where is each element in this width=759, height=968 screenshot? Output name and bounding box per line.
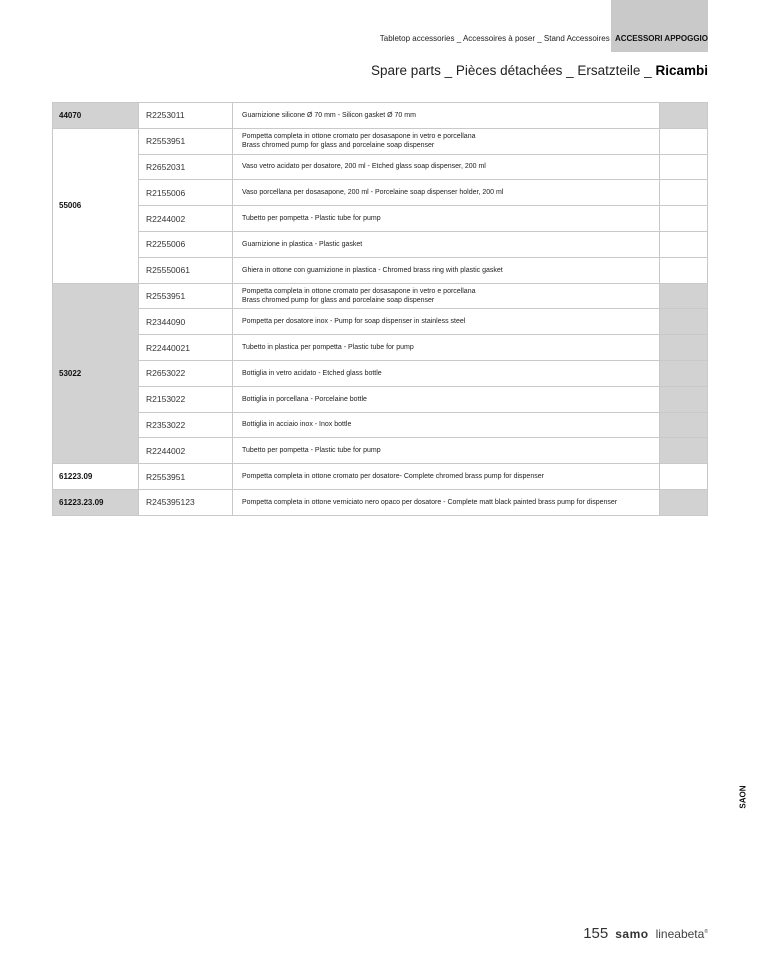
part-reference: R245395123 — [139, 489, 233, 515]
brand-logo: samo — [615, 927, 649, 941]
part-reference: R2253011 — [139, 103, 233, 129]
empty-cell — [660, 103, 708, 129]
spare-parts-table — [52, 102, 708, 516]
empty-cell — [660, 283, 708, 309]
description-line: Pompetta completa in ottone cromato per dosatore- Complete chromed brass pump for dispenser — [242, 473, 544, 481]
part-description — [233, 154, 660, 180]
part-reference: R2553951 — [139, 283, 233, 309]
empty-cell — [660, 360, 708, 386]
part-description — [233, 128, 660, 154]
product-code: 53022 — [53, 283, 139, 464]
part-description — [233, 386, 660, 412]
trademark-mark: ® — [704, 929, 708, 935]
footer — [583, 925, 708, 942]
description-line: Bottiglia in vetro acidato - Etched glass bottle — [242, 369, 382, 377]
part-reference: R22440021 — [139, 335, 233, 361]
table-row — [53, 231, 708, 257]
page-number: 155 — [583, 925, 609, 942]
description-line: Pompetta completa in ottone verniciato nero opaco per dosatore - Complete matt black painted brass pump for dispenser — [242, 498, 618, 506]
table-row — [53, 180, 708, 206]
part-description — [233, 360, 660, 386]
part-reference: R2255006 — [139, 231, 233, 257]
part-reference: R2653022 — [139, 360, 233, 386]
empty-cell — [660, 412, 708, 438]
breadcrumb — [380, 34, 708, 43]
table-row — [53, 309, 708, 335]
table-row — [53, 206, 708, 232]
breadcrumb-text: Tabletop accessories _ Accessoires à poser _ Stand Accessoires — [379, 34, 610, 43]
empty-cell — [660, 386, 708, 412]
product-code: 55006 — [53, 128, 139, 283]
product-code: 44070 — [53, 103, 139, 129]
empty-cell — [660, 335, 708, 361]
description-line: Tubetto in plastica per pompetta - Plastic tube for pump — [242, 344, 414, 352]
table-row — [53, 360, 708, 386]
empty-cell — [660, 257, 708, 283]
empty-cell — [660, 438, 708, 464]
description-line: Pompetta per dosatore inox - Pump for soap dispenser in stainless steel — [242, 318, 466, 326]
part-description — [233, 412, 660, 438]
section-tab — [611, 0, 708, 52]
table-row — [53, 128, 708, 154]
description-line: Brass chromed pump for glass and porcelaine soap dispenser — [242, 296, 435, 304]
table-row — [53, 257, 708, 283]
part-description — [233, 257, 660, 283]
description-line: Guarnizione silicone Ø 70 mm - Silicon gasket Ø 70 mm — [242, 111, 416, 119]
part-reference: R2553951 — [139, 128, 233, 154]
table-row — [53, 438, 708, 464]
description-line: Tubetto per pompetta - Plastic tube for pump — [242, 447, 381, 455]
empty-cell — [660, 154, 708, 180]
part-description — [233, 309, 660, 335]
table-row — [53, 103, 708, 129]
part-reference: R2153022 — [139, 386, 233, 412]
product-code: 61223.09 — [53, 464, 139, 490]
part-reference: R2553951 — [139, 464, 233, 490]
part-reference: R25550061 — [139, 257, 233, 283]
table-row — [53, 386, 708, 412]
description-line: Pompetta completa in ottone cromato per dosasapone in vetro e porcellana — [242, 287, 476, 295]
description-line: Tubetto per pompetta - Plastic tube for pump — [242, 215, 381, 223]
empty-cell — [660, 489, 708, 515]
breadcrumb-active: ACCESSORI APPOGGIO — [614, 34, 708, 43]
table-row — [53, 154, 708, 180]
description-line: Brass chromed pump for glass and porcelaine soap dispenser — [242, 142, 435, 150]
part-description — [233, 180, 660, 206]
table-row — [53, 335, 708, 361]
description-line: Vaso porcellana per dosasapone, 200 ml - Porcelaine soap dispenser holder, 200 ml — [242, 189, 504, 197]
part-description — [233, 335, 660, 361]
sub-brand-text: lineabeta — [655, 927, 705, 941]
empty-cell — [660, 206, 708, 232]
part-description — [233, 103, 660, 129]
part-reference: R2244002 — [139, 206, 233, 232]
part-description — [233, 464, 660, 490]
side-label-text: SAON — [738, 785, 748, 809]
sub-brand — [656, 927, 708, 941]
description-line: Vaso vetro acidato per dosatore, 200 ml - Etched glass soap dispenser, 200 ml — [242, 163, 486, 171]
part-description — [233, 231, 660, 257]
part-description — [233, 438, 660, 464]
table-row — [53, 283, 708, 309]
empty-cell — [660, 180, 708, 206]
part-reference: R2244002 — [139, 438, 233, 464]
part-description — [233, 489, 660, 515]
part-reference: R2353022 — [139, 412, 233, 438]
description-line: Ghiera in ottone con guarnizione in plastica - Chromed brass ring with plastic gasket — [242, 266, 503, 274]
page-title — [371, 63, 708, 78]
description-line: Bottiglia in porcellana - Porcelaine bottle — [242, 395, 367, 403]
page-title-text: Spare parts _ Pièces détachées _ Ersatzteile _ — [371, 63, 652, 78]
table-row — [53, 464, 708, 490]
part-reference: R2344090 — [139, 309, 233, 335]
part-reference: R2155006 — [139, 180, 233, 206]
table-row — [53, 489, 708, 515]
empty-cell — [660, 128, 708, 154]
description-line: Bottiglia in acciaio inox - Inox bottle — [242, 421, 352, 429]
page-title-bold: Ricambi — [655, 63, 708, 78]
part-description — [233, 206, 660, 232]
description-line: Pompetta completa in ottone cromato per dosasapone in vetro e porcellana — [242, 133, 476, 141]
empty-cell — [660, 231, 708, 257]
empty-cell — [660, 464, 708, 490]
product-code: 61223.23.09 — [53, 489, 139, 515]
table-row — [53, 412, 708, 438]
part-description — [233, 283, 660, 309]
empty-cell — [660, 309, 708, 335]
part-reference: R2652031 — [139, 154, 233, 180]
side-label — [733, 782, 753, 812]
description-line: Guarnizione in plastica - Plastic gasket — [242, 240, 363, 248]
